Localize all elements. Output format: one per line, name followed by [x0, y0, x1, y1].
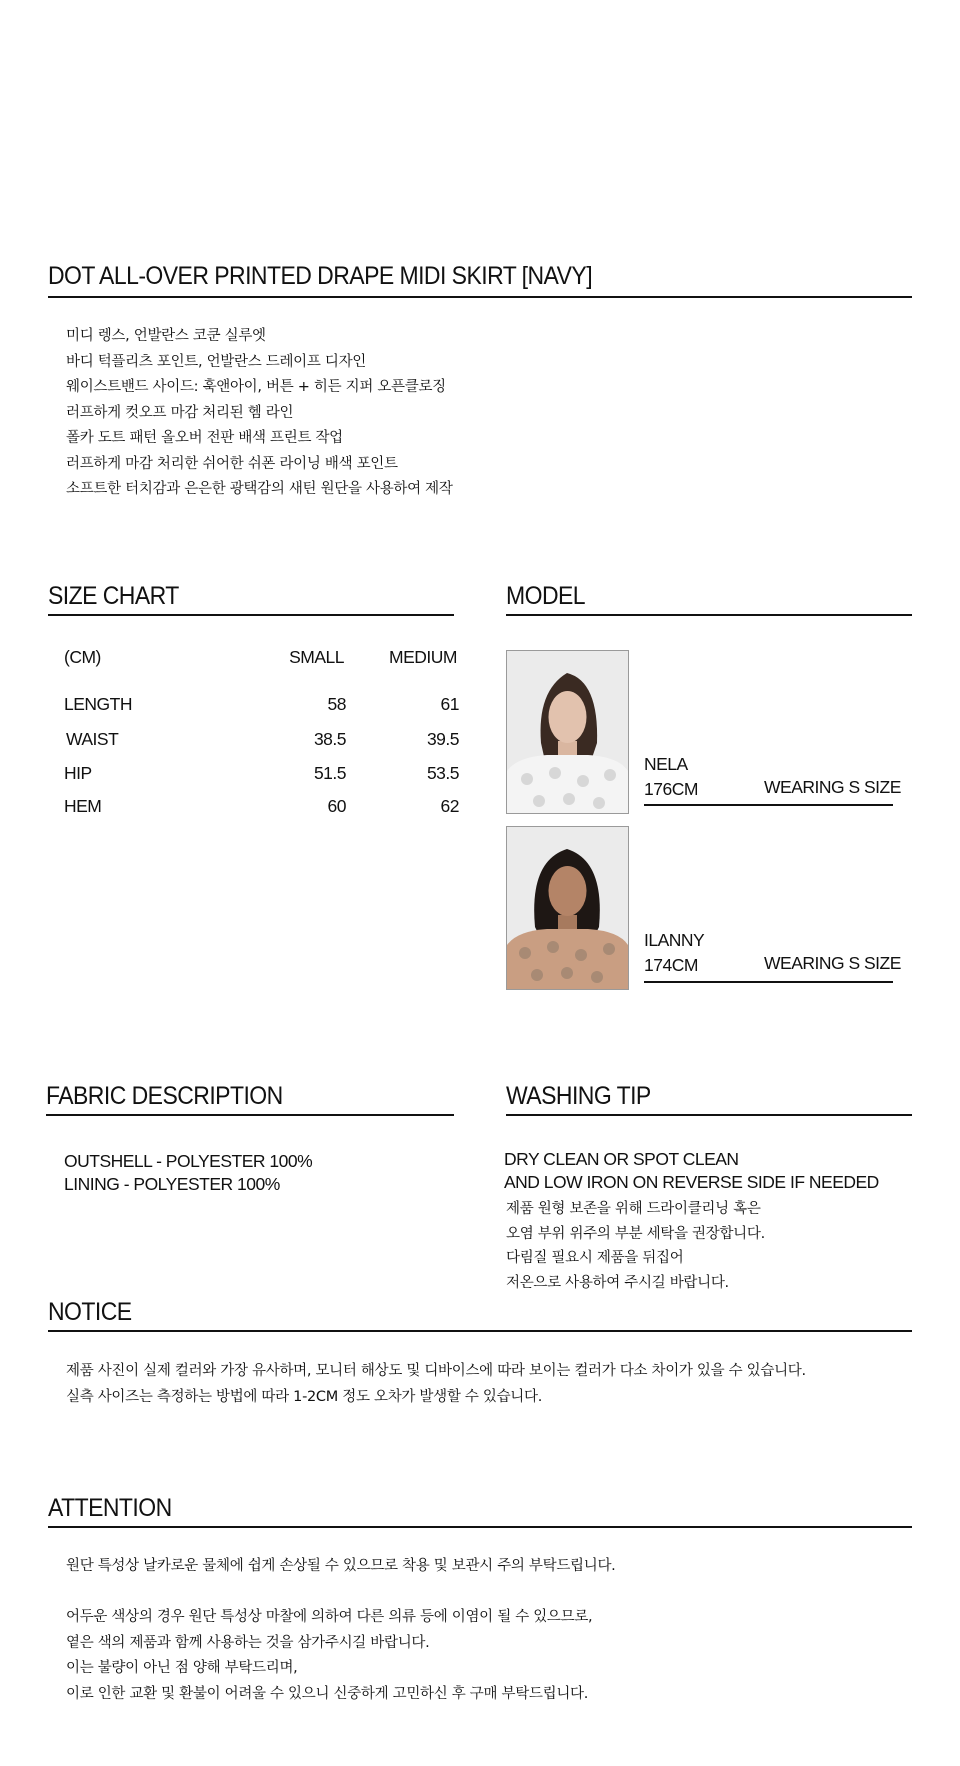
- washing-kr-line: 저온으로 사용하여 주시길 바랍니다.: [506, 1274, 729, 1291]
- cell-small: 60: [327, 796, 346, 816]
- product-title: DOT ALL-OVER PRINTED DRAPE MIDI SKIRT [NAVY]: [48, 262, 593, 290]
- model-wearing-size: WEARING S SIZE: [764, 777, 901, 797]
- attention-line: 이로 인한 교환 및 환불이 어려울 수 있으니 신중하게 고민하신 후 구매 부탁드립니다.: [66, 1685, 589, 1702]
- attention-divider: [48, 1526, 912, 1528]
- washing-title: WASHING TIP: [506, 1082, 651, 1110]
- row-label: HEM: [64, 796, 102, 816]
- attention-line: 원단 특성상 날카로운 물체에 쉽게 손상될 수 있으므로 착용 및 보관시 주의 부탁드립니다.: [66, 1558, 616, 1574]
- product-title-divider: [48, 296, 912, 298]
- washing-kr-line: 오염 부위 위주의 부분 세탁을 권장합니다.: [506, 1225, 765, 1242]
- cell-medium: 62: [440, 796, 459, 816]
- notice-line: 제품 사진이 실제 컬러와 가장 유사하며, 모니터 해상도 및 디바이스에 따라 보이는 컬러가 다소 차이가 있을 수 있습니다.: [66, 1363, 806, 1379]
- model-name: NELA: [644, 754, 688, 774]
- row-label: LENGTH: [64, 694, 132, 714]
- model-title: MODEL: [506, 582, 586, 610]
- fabric-divider: [46, 1114, 454, 1116]
- fabric-title: FABRIC DESCRIPTION: [46, 1082, 283, 1110]
- notice-line: 실측 사이즈는 측정하는 방법에 따라 1-2CM 정도 오차가 발생할 수 있습니다.: [66, 1389, 543, 1405]
- model-name: ILANNY: [644, 930, 705, 950]
- attention-line: 옅은 색의 제품과 함께 사용하는 것을 삼가주시길 바랍니다.: [66, 1634, 430, 1651]
- feature-line: 폴카 도트 패턴 올오버 전판 배색 프린트 작업: [66, 430, 343, 446]
- column-header-small: SMALL: [289, 647, 344, 667]
- model-portrait-icon: [507, 827, 628, 989]
- model-portrait-icon: [507, 651, 628, 813]
- product-features: [66, 324, 453, 503]
- notice-divider: [48, 1330, 912, 1332]
- size-chart-title: SIZE CHART: [48, 582, 179, 610]
- cell-medium: 53.5: [426, 763, 459, 783]
- attention-line: 이는 불량이 아닌 점 양해 부탁드리며,: [66, 1660, 298, 1676]
- notice-title: NOTICE: [48, 1298, 132, 1326]
- washing-kr-line: 제품 원형 보존을 위해 드라이클리닝 혹은: [506, 1201, 761, 1217]
- washing-divider: [506, 1114, 912, 1116]
- notice-text: [66, 1358, 806, 1410]
- model-height: 176CM: [644, 779, 698, 799]
- attention-line: 어두운 색상의 경우 원단 특성상 마찰에 의하여 다른 의류 등에 이염이 될 수 있으므로,: [66, 1609, 593, 1625]
- model-wearing-size: WEARING S SIZE: [764, 953, 901, 973]
- feature-line: 소프트한 터치감과 은은한 광택감의 새틴 원단을 사용하여 제작: [66, 481, 453, 497]
- row-label: WAIST: [66, 729, 119, 749]
- model-info-divider: [644, 804, 893, 806]
- model-divider: [506, 614, 912, 616]
- cell-small: 51.5: [313, 763, 346, 783]
- washing-kr-line: 다림질 필요시 제품을 뒤집어: [506, 1250, 684, 1266]
- feature-line: 러프하게 마감 처리한 쉬어한 쉬폰 라이닝 배색 포인트: [66, 455, 398, 472]
- model-photo-ilanny: [506, 826, 629, 990]
- model-info-divider: [644, 981, 893, 983]
- size-chart-divider: [48, 614, 454, 616]
- cell-small: 58: [327, 694, 346, 714]
- attention-text: [66, 1605, 592, 1707]
- washing-line: AND LOW IRON ON REVERSE SIDE IF NEEDED: [504, 1172, 879, 1192]
- washing-line: DRY CLEAN OR SPOT CLEAN: [504, 1149, 739, 1169]
- feature-line: 미디 렝스, 언발란스 코쿤 실루엣: [66, 328, 266, 344]
- washing-kr-notes: [506, 1197, 765, 1295]
- feature-line: 웨이스트밴드 사이드: 훅앤아이, 버튼 + 히든 지퍼 오픈클로징: [66, 379, 446, 395]
- row-label: HIP: [64, 763, 92, 783]
- cell-medium: 61: [440, 694, 459, 714]
- attention-title: ATTENTION: [48, 1494, 172, 1522]
- cell-small: 38.5: [313, 729, 346, 749]
- fabric-line: LINING - POLYESTER 100%: [64, 1174, 280, 1194]
- feature-line: 러프하게 컷오프 마감 처리된 헴 라인: [66, 404, 294, 421]
- feature-line: 바디 턱플리츠 포인트, 언발란스 드레이프 디자인: [66, 353, 366, 370]
- fabric-line: OUTSHELL - POLYESTER 100%: [64, 1151, 313, 1171]
- size-unit: (CM): [64, 647, 101, 667]
- model-height: 174CM: [644, 955, 698, 975]
- column-header-medium: MEDIUM: [389, 647, 457, 667]
- model-photo-nela: [506, 650, 629, 814]
- cell-medium: 39.5: [426, 729, 459, 749]
